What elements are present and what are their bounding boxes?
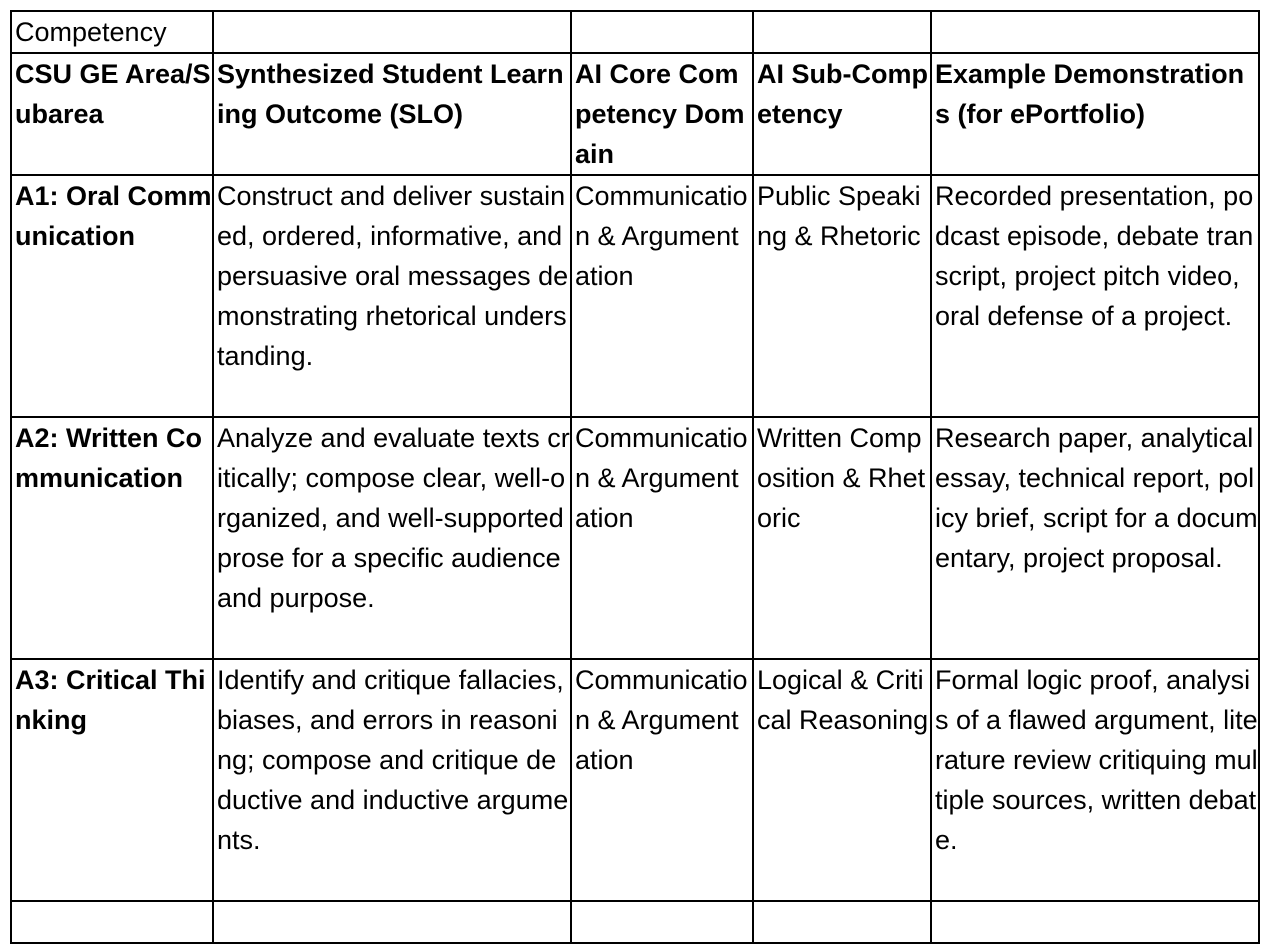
slo-cell: Analyze and evaluate texts critically; compose clear, well-organized, and well-supported prose for a specific audience and purpose. bbox=[213, 417, 571, 659]
table-cell bbox=[213, 11, 571, 53]
table-cell bbox=[753, 901, 931, 943]
table-row-cut-off bbox=[11, 901, 1259, 943]
slo-cell: Construct and deliver sustained, ordered, informative, and persuasive oral messages demonstrating rhetorical understanding. bbox=[213, 175, 571, 417]
examples-cell: Recorded presentation, podcast episode, debate transcript, project pitch video, oral defense of a project. bbox=[931, 175, 1259, 417]
area-cell: A1: Oral Communication bbox=[11, 175, 213, 417]
domain-cell: Communication & Argumentation bbox=[571, 417, 753, 659]
table-cell bbox=[571, 11, 753, 53]
sub-competency-cell: Logical & Critical Reasoning bbox=[753, 659, 931, 901]
table-row bbox=[11, 175, 1259, 417]
column-header: AI Sub-Competency bbox=[753, 53, 931, 175]
table-cell bbox=[213, 901, 571, 943]
sub-competency-cell: Public Speaking & Rhetoric bbox=[753, 175, 931, 417]
domain-cell: Communication & Argumentation bbox=[571, 175, 753, 417]
column-header: CSU GE Area/Subarea bbox=[11, 53, 213, 175]
table-row bbox=[11, 659, 1259, 901]
slo-cell: Identify and critique fallacies, biases, and errors in reasoning; compose and critique deductive and inductive arguments. bbox=[213, 659, 571, 901]
table-header-row bbox=[11, 53, 1259, 175]
table-cell bbox=[11, 901, 213, 943]
table-row bbox=[11, 417, 1259, 659]
column-header: Example Demonstrations (for ePortfolio) bbox=[931, 53, 1259, 175]
table-cell bbox=[931, 901, 1259, 943]
competency-table bbox=[10, 10, 1260, 944]
table-cell: Competency bbox=[11, 11, 213, 53]
column-header: AI Core Competency Domain bbox=[571, 53, 753, 175]
sub-competency-cell: Written Composition & Rhetoric bbox=[753, 417, 931, 659]
area-cell: A2: Written Communication bbox=[11, 417, 213, 659]
examples-cell: Formal logic proof, analysis of a flawed argument, literature review critiquing multiple sources, written debate. bbox=[931, 659, 1259, 901]
domain-cell: Communication & Argumentation bbox=[571, 659, 753, 901]
area-cell: A3: Critical Thinking bbox=[11, 659, 213, 901]
column-header: Synthesized Student Learning Outcome (SLO) bbox=[213, 53, 571, 175]
table-title-row bbox=[11, 11, 1259, 53]
table-cell bbox=[753, 11, 931, 53]
table-cell bbox=[931, 11, 1259, 53]
examples-cell: Research paper, analytical essay, technical report, policy brief, script for a documentary, project proposal. bbox=[931, 417, 1259, 659]
table-cell bbox=[571, 901, 753, 943]
document-page bbox=[10, 10, 1260, 944]
